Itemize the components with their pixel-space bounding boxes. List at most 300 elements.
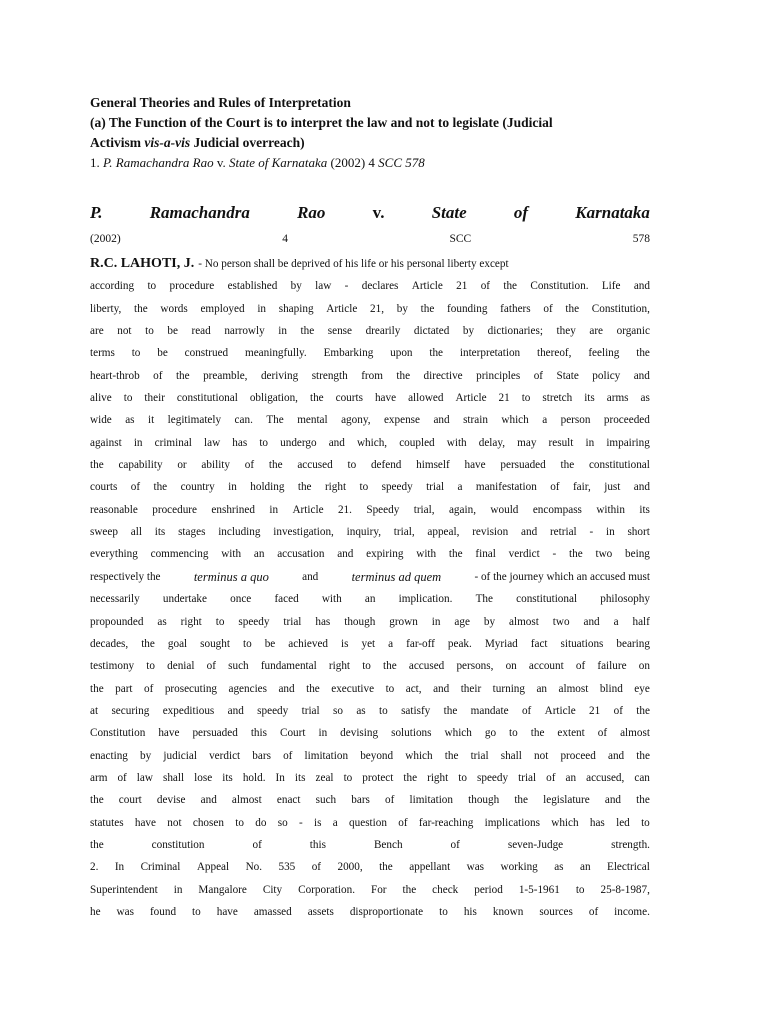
word: the xyxy=(636,704,650,717)
word: sweep xyxy=(90,526,118,539)
word: mandate xyxy=(470,704,509,717)
text-line xyxy=(90,499,650,521)
case-title-word: State xyxy=(431,203,467,222)
word: peak. xyxy=(447,637,472,650)
word: a xyxy=(613,615,619,628)
word: criminal xyxy=(154,436,192,449)
word: Article xyxy=(292,503,324,516)
word: including xyxy=(218,526,261,539)
word: 2000, xyxy=(337,861,363,874)
word: Mangalore xyxy=(198,883,247,896)
word: check xyxy=(432,883,459,896)
word: law xyxy=(315,280,332,293)
word: may xyxy=(517,436,537,449)
word: implication. xyxy=(398,593,453,606)
word: he xyxy=(90,905,101,918)
word: to xyxy=(146,660,155,673)
word: to xyxy=(192,905,201,918)
word: in xyxy=(605,526,615,539)
word: go xyxy=(484,727,497,740)
citation-volume: 4 xyxy=(282,233,288,245)
word: zeal xyxy=(315,771,334,784)
word: to xyxy=(385,682,395,695)
word: appellant xyxy=(409,861,451,874)
word: protect xyxy=(362,771,394,784)
word: by xyxy=(396,302,408,315)
word: has xyxy=(315,615,331,628)
word: meaningfully. xyxy=(245,347,307,360)
word: coupled xyxy=(399,436,435,449)
text-line: R.C. LAHOTI, J. - No person shall be deprived of his life or his personal liberty except xyxy=(90,253,650,275)
word: which xyxy=(405,749,433,762)
word: the xyxy=(443,704,458,717)
word: chosen xyxy=(192,816,224,829)
word: and xyxy=(521,526,538,539)
word: enact xyxy=(276,794,301,807)
word: No. xyxy=(245,861,263,874)
case-citation-reference: 1. P. Ramachandra Rao v. State of Karnataka (2002) 4 SCC 578 xyxy=(90,155,425,170)
word: the xyxy=(153,481,168,494)
word: Article xyxy=(411,280,443,293)
word: again, xyxy=(448,503,476,516)
word: and xyxy=(227,704,244,717)
word: Life xyxy=(601,280,621,293)
word: of xyxy=(613,704,623,717)
word: an xyxy=(253,548,265,561)
word: of xyxy=(252,838,262,851)
word: be xyxy=(157,347,168,360)
word: trial, xyxy=(393,526,415,539)
word: devise xyxy=(156,794,186,807)
word: read xyxy=(191,325,211,338)
case-title-word: P. xyxy=(90,203,103,222)
word: Article xyxy=(455,392,487,405)
word: or xyxy=(177,459,187,472)
word: in xyxy=(133,436,143,449)
latin-term: terminus a quo xyxy=(193,569,269,584)
judgment-body xyxy=(90,253,650,923)
word: 25-8-1987, xyxy=(600,883,650,896)
word: two xyxy=(552,615,570,628)
word: founding xyxy=(447,302,488,315)
word: person xyxy=(560,414,591,427)
word: account xyxy=(528,660,564,673)
word: encompass xyxy=(532,503,582,516)
word: necessarily xyxy=(90,593,140,606)
word: act, xyxy=(405,682,422,695)
word: of xyxy=(543,302,553,315)
word: ability xyxy=(201,459,231,472)
word: its xyxy=(294,771,306,784)
text-line xyxy=(90,834,650,856)
word: interpretation xyxy=(459,347,521,360)
word: at xyxy=(90,704,99,717)
text-line xyxy=(90,745,650,767)
word: the xyxy=(268,459,283,472)
word: blind xyxy=(599,682,623,695)
word: verdict xyxy=(508,548,540,561)
word: defend xyxy=(370,459,402,472)
word: construed xyxy=(184,347,229,360)
word: words xyxy=(160,302,188,315)
word: deriving xyxy=(260,369,299,382)
word: the xyxy=(90,459,104,472)
word: securing xyxy=(111,704,150,717)
word: to xyxy=(259,436,269,449)
word: was xyxy=(466,861,485,874)
word: its xyxy=(154,526,166,539)
word: Electrical xyxy=(606,861,650,874)
word: shall xyxy=(162,771,185,784)
word: constitution xyxy=(151,838,205,851)
word: to xyxy=(362,660,371,673)
word: persons, xyxy=(456,660,494,673)
word: revision xyxy=(472,526,509,539)
word: led xyxy=(616,816,630,829)
word: 21 xyxy=(589,704,601,717)
word: beyond xyxy=(360,749,394,762)
judge-name: R.C. LAHOTI, J. xyxy=(90,256,195,271)
word: age xyxy=(454,615,470,628)
word: the xyxy=(444,749,459,762)
word: of xyxy=(244,459,255,472)
word: liberty, xyxy=(90,302,122,315)
word: Corporation. xyxy=(298,883,355,896)
word: to xyxy=(359,481,369,494)
word: of xyxy=(283,749,293,762)
word: with xyxy=(321,593,342,606)
word: period xyxy=(474,883,503,896)
word: persuaded xyxy=(192,727,238,740)
word: an xyxy=(565,771,577,784)
word: expiring xyxy=(366,548,404,561)
word: trial xyxy=(301,704,320,717)
word: of xyxy=(480,280,491,293)
word: a xyxy=(542,414,548,427)
word: sources xyxy=(539,905,573,918)
word: everything xyxy=(90,548,138,561)
word: 21 xyxy=(456,280,468,293)
word: part xyxy=(115,682,133,695)
word: heart-throb xyxy=(90,369,140,382)
word: fathers xyxy=(500,302,531,315)
word: Constitution xyxy=(90,727,146,740)
word: the xyxy=(514,794,528,807)
word: to xyxy=(123,392,133,405)
word: have xyxy=(158,727,180,740)
word: wide xyxy=(90,414,112,427)
word: failure xyxy=(597,660,627,673)
word: the xyxy=(306,682,320,695)
word: final xyxy=(475,548,496,561)
word: an xyxy=(536,682,548,695)
word: established xyxy=(227,280,278,293)
word: speedy xyxy=(381,481,413,494)
word: it xyxy=(147,414,155,427)
text-line xyxy=(90,298,650,320)
latin-term: terminus ad quem xyxy=(351,569,442,584)
word: of xyxy=(521,704,532,717)
word: of xyxy=(206,660,216,673)
word: by xyxy=(290,280,302,293)
word: have xyxy=(216,905,238,918)
word: appeal, xyxy=(427,526,460,539)
case-title-word: of xyxy=(513,203,529,222)
word: to xyxy=(343,771,353,784)
word: prosecuting xyxy=(164,682,218,695)
word: against xyxy=(90,436,122,449)
word: Court xyxy=(279,727,306,740)
text-line xyxy=(90,365,650,387)
word: the xyxy=(90,794,104,807)
word: this xyxy=(250,727,267,740)
word: For xyxy=(370,883,387,896)
word: agony, xyxy=(341,414,371,427)
text-line xyxy=(90,789,650,811)
word: commencing xyxy=(150,548,209,561)
text-line xyxy=(90,432,650,454)
word: not xyxy=(534,749,549,762)
word: which, xyxy=(356,436,388,449)
word: can. xyxy=(234,414,253,427)
word: in xyxy=(269,503,279,516)
word: Constitution, xyxy=(591,302,650,315)
text-line xyxy=(90,342,650,364)
word: limitation xyxy=(409,794,453,807)
case-title-word: Ramachandra xyxy=(149,203,250,222)
word: the xyxy=(530,727,545,740)
word: to xyxy=(458,771,467,784)
text-line xyxy=(90,409,650,431)
word: Embarking xyxy=(323,347,374,360)
word: strength xyxy=(311,369,348,382)
word: and xyxy=(583,615,600,628)
word: Myriad xyxy=(484,637,518,650)
word: investigation, xyxy=(273,526,334,539)
word: strength. xyxy=(611,838,650,851)
word: a xyxy=(388,637,394,650)
word: Bench xyxy=(373,838,403,851)
word: the xyxy=(396,369,411,382)
word: upon xyxy=(390,347,413,360)
word: retrial xyxy=(549,526,577,539)
word: the xyxy=(300,325,315,338)
text-line xyxy=(90,633,650,655)
word: Criminal xyxy=(140,861,181,874)
word: which xyxy=(551,816,579,829)
word: in xyxy=(173,883,183,896)
word: achieved xyxy=(288,637,329,650)
word: declares xyxy=(361,280,399,293)
word: the xyxy=(90,682,104,695)
word: and xyxy=(633,369,650,382)
word: as xyxy=(125,414,135,427)
word: constitutional xyxy=(176,392,238,405)
word: executive xyxy=(331,682,375,695)
word: drearily xyxy=(365,325,401,338)
word: mental xyxy=(297,414,328,427)
word: Article xyxy=(326,302,358,315)
citation-page: 578 xyxy=(632,233,650,245)
word: propounded xyxy=(90,615,144,628)
word: its xyxy=(584,392,595,405)
word: City xyxy=(262,883,283,896)
text-line xyxy=(90,521,650,543)
word: employed xyxy=(200,302,245,315)
word: almost xyxy=(509,615,539,628)
word: stretch xyxy=(542,392,573,405)
word: accusation xyxy=(277,548,325,561)
word: feeling xyxy=(588,347,620,360)
word: though xyxy=(344,615,376,628)
word: be xyxy=(264,637,276,650)
word: expeditious xyxy=(162,704,215,717)
latin-terms-line: respectively the terminus a quo and terminus ad quem - of the journey which an accused must xyxy=(90,566,650,588)
word: organic xyxy=(616,325,650,338)
word: they xyxy=(556,325,576,338)
word: almost xyxy=(558,682,589,695)
word: to xyxy=(215,615,225,628)
word: income. xyxy=(614,905,650,918)
word: arm xyxy=(90,771,108,784)
word: the xyxy=(503,280,518,293)
word: to xyxy=(235,816,244,829)
word: the xyxy=(309,392,324,405)
word: - xyxy=(298,816,303,829)
word: decades, xyxy=(90,637,129,650)
word: 21 xyxy=(498,392,510,405)
word: assets xyxy=(307,905,334,918)
word: law xyxy=(204,436,221,449)
word: 2. xyxy=(90,861,99,874)
word: his xyxy=(463,905,477,918)
case-title-word: Karnataka xyxy=(575,203,650,222)
word: almost xyxy=(231,794,262,807)
word: disproportionate xyxy=(349,905,424,918)
word: an xyxy=(579,861,591,874)
word: known xyxy=(492,905,524,918)
word: bars xyxy=(252,749,271,762)
word: narrowly xyxy=(224,325,265,338)
word: seven-Judge xyxy=(507,838,564,851)
text-line xyxy=(90,678,650,700)
word: and xyxy=(328,436,345,449)
word: extent xyxy=(557,727,585,740)
word: such xyxy=(228,660,249,673)
text-line xyxy=(90,275,650,297)
word: - xyxy=(552,548,557,561)
word: terms xyxy=(90,347,115,360)
word: 1-5-1961 xyxy=(518,883,560,896)
text-line xyxy=(90,454,650,476)
text-line xyxy=(90,856,650,878)
word: dictated xyxy=(413,325,450,338)
word: and xyxy=(200,794,217,807)
word: is xyxy=(341,637,349,650)
word: agencies xyxy=(228,682,267,695)
word: of xyxy=(117,771,127,784)
text-line xyxy=(90,767,650,789)
word: which xyxy=(501,414,529,427)
word: the xyxy=(565,302,580,315)
word: in xyxy=(585,436,595,449)
word: the xyxy=(383,660,397,673)
section-heading: General Theories and Rules of Interpretation xyxy=(90,95,351,110)
word: philosophy xyxy=(600,593,650,606)
word: result xyxy=(548,436,574,449)
word: right xyxy=(180,615,202,628)
word: the xyxy=(560,459,575,472)
word: of xyxy=(533,369,544,382)
word: just xyxy=(604,481,621,494)
word: preamble, xyxy=(203,369,248,382)
word: In xyxy=(114,861,125,874)
word: the xyxy=(90,838,104,851)
word: short xyxy=(627,526,650,539)
word: law xyxy=(136,771,153,784)
word: to xyxy=(575,883,585,896)
word: by xyxy=(140,749,152,762)
word: question xyxy=(349,816,387,829)
word: such xyxy=(315,794,337,807)
word: constitutional xyxy=(516,593,578,606)
word: in xyxy=(431,615,441,628)
word: do xyxy=(255,816,267,829)
word: 535 xyxy=(278,861,296,874)
word: in xyxy=(318,727,328,740)
word: grown xyxy=(389,615,418,628)
word: inquiry, xyxy=(346,526,382,539)
word: dictionaries; xyxy=(487,325,543,338)
word: amassed xyxy=(253,905,292,918)
word: the xyxy=(429,347,444,360)
case-title-word: v. xyxy=(372,203,385,222)
word: Appeal xyxy=(196,861,230,874)
word: this xyxy=(309,838,326,851)
case-title-word: Rao xyxy=(297,203,326,222)
word: of xyxy=(385,794,395,807)
word: in xyxy=(278,325,287,338)
word: undertake xyxy=(162,593,207,606)
case-citation xyxy=(90,231,650,247)
word: persuaded xyxy=(500,459,546,472)
word: Speedy xyxy=(366,503,400,516)
word: of xyxy=(311,861,322,874)
text-line xyxy=(90,655,650,677)
word: himself xyxy=(416,459,450,472)
word: far-reaching xyxy=(418,816,474,829)
word: satisfy xyxy=(401,704,431,717)
word: a xyxy=(457,481,463,494)
subsection-heading-continued: Activism vis-a-vis Judicial overreach) xyxy=(90,135,305,150)
word: bearing xyxy=(616,637,650,650)
word: goal xyxy=(167,637,188,650)
word: and xyxy=(633,481,650,494)
word: faced xyxy=(274,593,299,606)
word: of xyxy=(550,481,560,494)
word: policy xyxy=(592,369,621,382)
word: is xyxy=(314,816,322,829)
word: the xyxy=(379,861,393,874)
word: on xyxy=(638,660,650,673)
word: speedy xyxy=(477,771,509,784)
word: trial, xyxy=(413,503,435,516)
word: trial xyxy=(283,615,302,628)
word: hold. xyxy=(242,771,266,784)
word: to xyxy=(147,280,157,293)
word: - xyxy=(589,526,594,539)
text-line xyxy=(90,901,650,923)
